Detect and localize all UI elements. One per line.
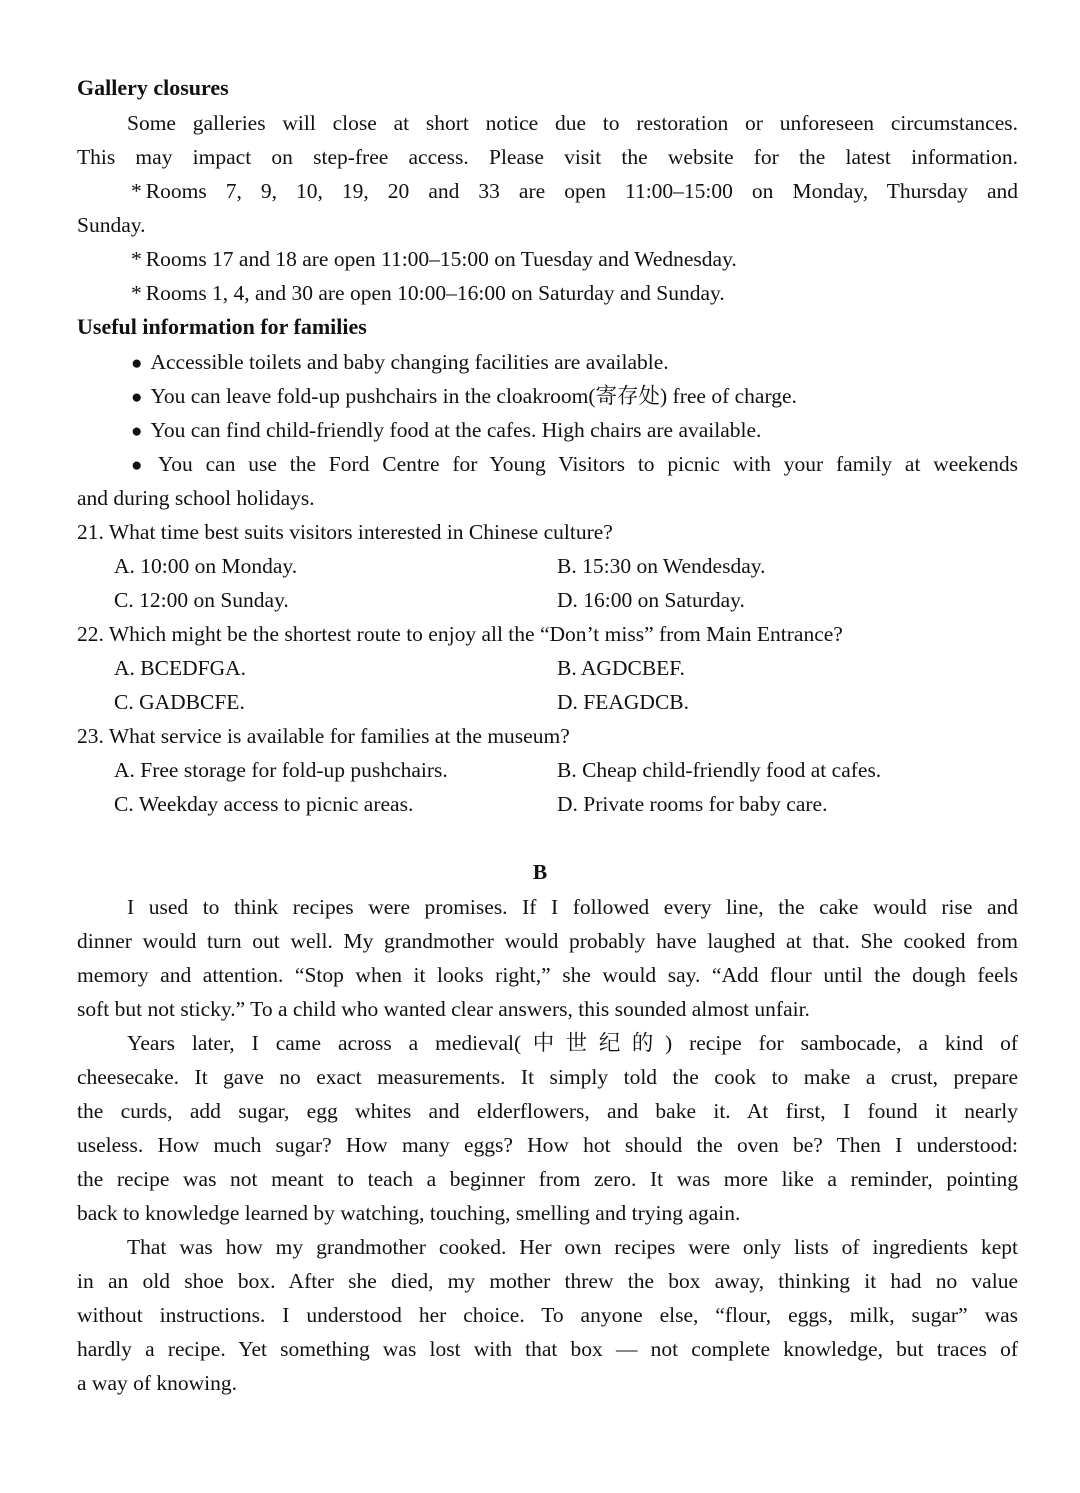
question-21-option-b[interactable]: B. 15:30 on Wendesday. bbox=[557, 554, 766, 578]
question-22-option-d[interactable]: D. FEAGDCB. bbox=[557, 690, 690, 714]
passage-b-p3-line-1: That was how my grandmother cooked. Her own recipes were only lists of ingredients kept bbox=[127, 1235, 1018, 1259]
passage-b-p1-line-3: memory and attention. “Stop when it looks right,” she would say. “Add flour until the dough feels bbox=[77, 963, 1018, 987]
gallery-paragraph-line-2: This may impact on step-free access. Please visit the website for the latest information. bbox=[77, 145, 1018, 169]
passage-b-p2-line-1: Years later, I came across a medieval(中世纪的) recipe for sambocade, a kind of bbox=[127, 1031, 1018, 1055]
question-21-option-a[interactable]: A. 10:00 on Monday. bbox=[114, 554, 298, 578]
passage-b-p3-line-5: a way of knowing. bbox=[77, 1371, 238, 1395]
families-item-3: ● You can find child-friendly food at the cafes. High chairs are available. bbox=[131, 418, 762, 442]
families-item-1: ● Accessible toilets and baby changing facilities are available. bbox=[131, 350, 669, 374]
passage-b-p1-line-2: dinner would turn out well. My grandmother would probably have laughed at that. She cooked from bbox=[77, 929, 1018, 953]
question-23-option-a[interactable]: A. Free storage for fold-up pushchairs. bbox=[114, 758, 448, 782]
families-item-4-line-1: ● You can use the Ford Centre for Young Visitors to picnic with your family at weekends bbox=[131, 452, 1018, 476]
question-23-option-b[interactable]: B. Cheap child-friendly food at cafes. bbox=[557, 758, 882, 782]
passage-b-p2-line-4: useless. How much sugar? How many eggs? How hot should the oven be? Then I understood: bbox=[77, 1133, 1018, 1157]
bullet-icon: ● bbox=[131, 387, 143, 408]
rooms-schedule-1-line-1: * Rooms 7, 9, 10, 19, 20 and 33 are open 11:00–15:00 on Monday, Thursday and bbox=[131, 179, 1018, 203]
question-22-option-c[interactable]: C. GADBCFE. bbox=[114, 690, 245, 714]
question-22-option-a[interactable]: A. BCEDFGA. bbox=[114, 656, 247, 680]
question-21-stem: 21. What time best suits visitors interested in Chinese culture? bbox=[77, 520, 613, 544]
question-23-option-d[interactable]: D. Private rooms for baby care. bbox=[557, 792, 828, 816]
families-heading: Useful information for families bbox=[77, 314, 367, 339]
passage-b-p2-line-6: back to knowledge learned by watching, touching, smelling and trying again. bbox=[77, 1201, 741, 1225]
families-item-4-line-2: and during school holidays. bbox=[77, 486, 315, 510]
passage-b-p2-line-2: cheesecake. It gave no exact measurements. It simply told the cook to make a crust, prepare bbox=[77, 1065, 1018, 1089]
bullet-icon: ● bbox=[131, 353, 143, 374]
question-22-option-b[interactable]: B. AGDCBEF. bbox=[557, 656, 685, 680]
question-23-stem: 23. What service is available for families at the museum? bbox=[77, 724, 570, 748]
bullet-icon: ● bbox=[131, 455, 150, 476]
passage-b-p1-line-1: I used to think recipes were promises. If I followed every line, the cake would rise and bbox=[127, 895, 1018, 919]
families-item-2: ● You can leave fold-up pushchairs in the cloakroom(寄存处) free of charge. bbox=[131, 384, 797, 408]
question-21-option-d[interactable]: D. 16:00 on Saturday. bbox=[557, 588, 745, 612]
passage-b-label: B bbox=[532, 860, 548, 884]
question-21-option-c[interactable]: C. 12:00 on Sunday. bbox=[114, 588, 289, 612]
rooms-schedule-2: * Rooms 17 and 18 are open 11:00–15:00 on Tuesday and Wednesday. bbox=[131, 247, 737, 271]
passage-b-p3-line-4: hardly a recipe. Yet something was lost with that box — not complete knowledge, but traces of bbox=[77, 1337, 1018, 1361]
gallery-closures-heading: Gallery closures bbox=[77, 75, 229, 100]
asterisk-icon: * bbox=[131, 247, 142, 271]
question-23-option-c[interactable]: C. Weekday access to picnic areas. bbox=[114, 792, 414, 816]
passage-b-p2-line-5: the recipe was not meant to teach a beginner from zero. It was more like a reminder, pointing bbox=[77, 1167, 1018, 1191]
passage-b-p2-line-3: the curds, add sugar, egg whites and elderflowers, and bake it. At first, I found it nearly bbox=[77, 1099, 1018, 1123]
question-22-stem: 22. Which might be the shortest route to enjoy all the “Don’t miss” from Main Entrance? bbox=[77, 622, 843, 646]
rooms-schedule-1-line-2: Sunday. bbox=[77, 213, 146, 237]
asterisk-icon: * bbox=[131, 179, 142, 203]
gallery-paragraph-line-1: Some galleries will close at short notice due to restoration or unforeseen circumstances. bbox=[127, 111, 1018, 135]
rooms-schedule-3: * Rooms 1, 4, and 30 are open 10:00–16:00 on Saturday and Sunday. bbox=[131, 281, 725, 305]
passage-b-p3-line-3: without instructions. I understood her choice. To anyone else, “flour, eggs, milk, sugar” was bbox=[77, 1303, 1018, 1327]
bullet-icon: ● bbox=[131, 421, 143, 442]
asterisk-icon: * bbox=[131, 281, 142, 305]
passage-b-p1-line-4: soft but not sticky.” To a child who wanted clear answers, this sounded almost unfair. bbox=[77, 997, 810, 1021]
passage-b-p3-line-2: in an old shoe box. After she died, my mother threw the box away, thinking it had no value bbox=[77, 1269, 1018, 1293]
